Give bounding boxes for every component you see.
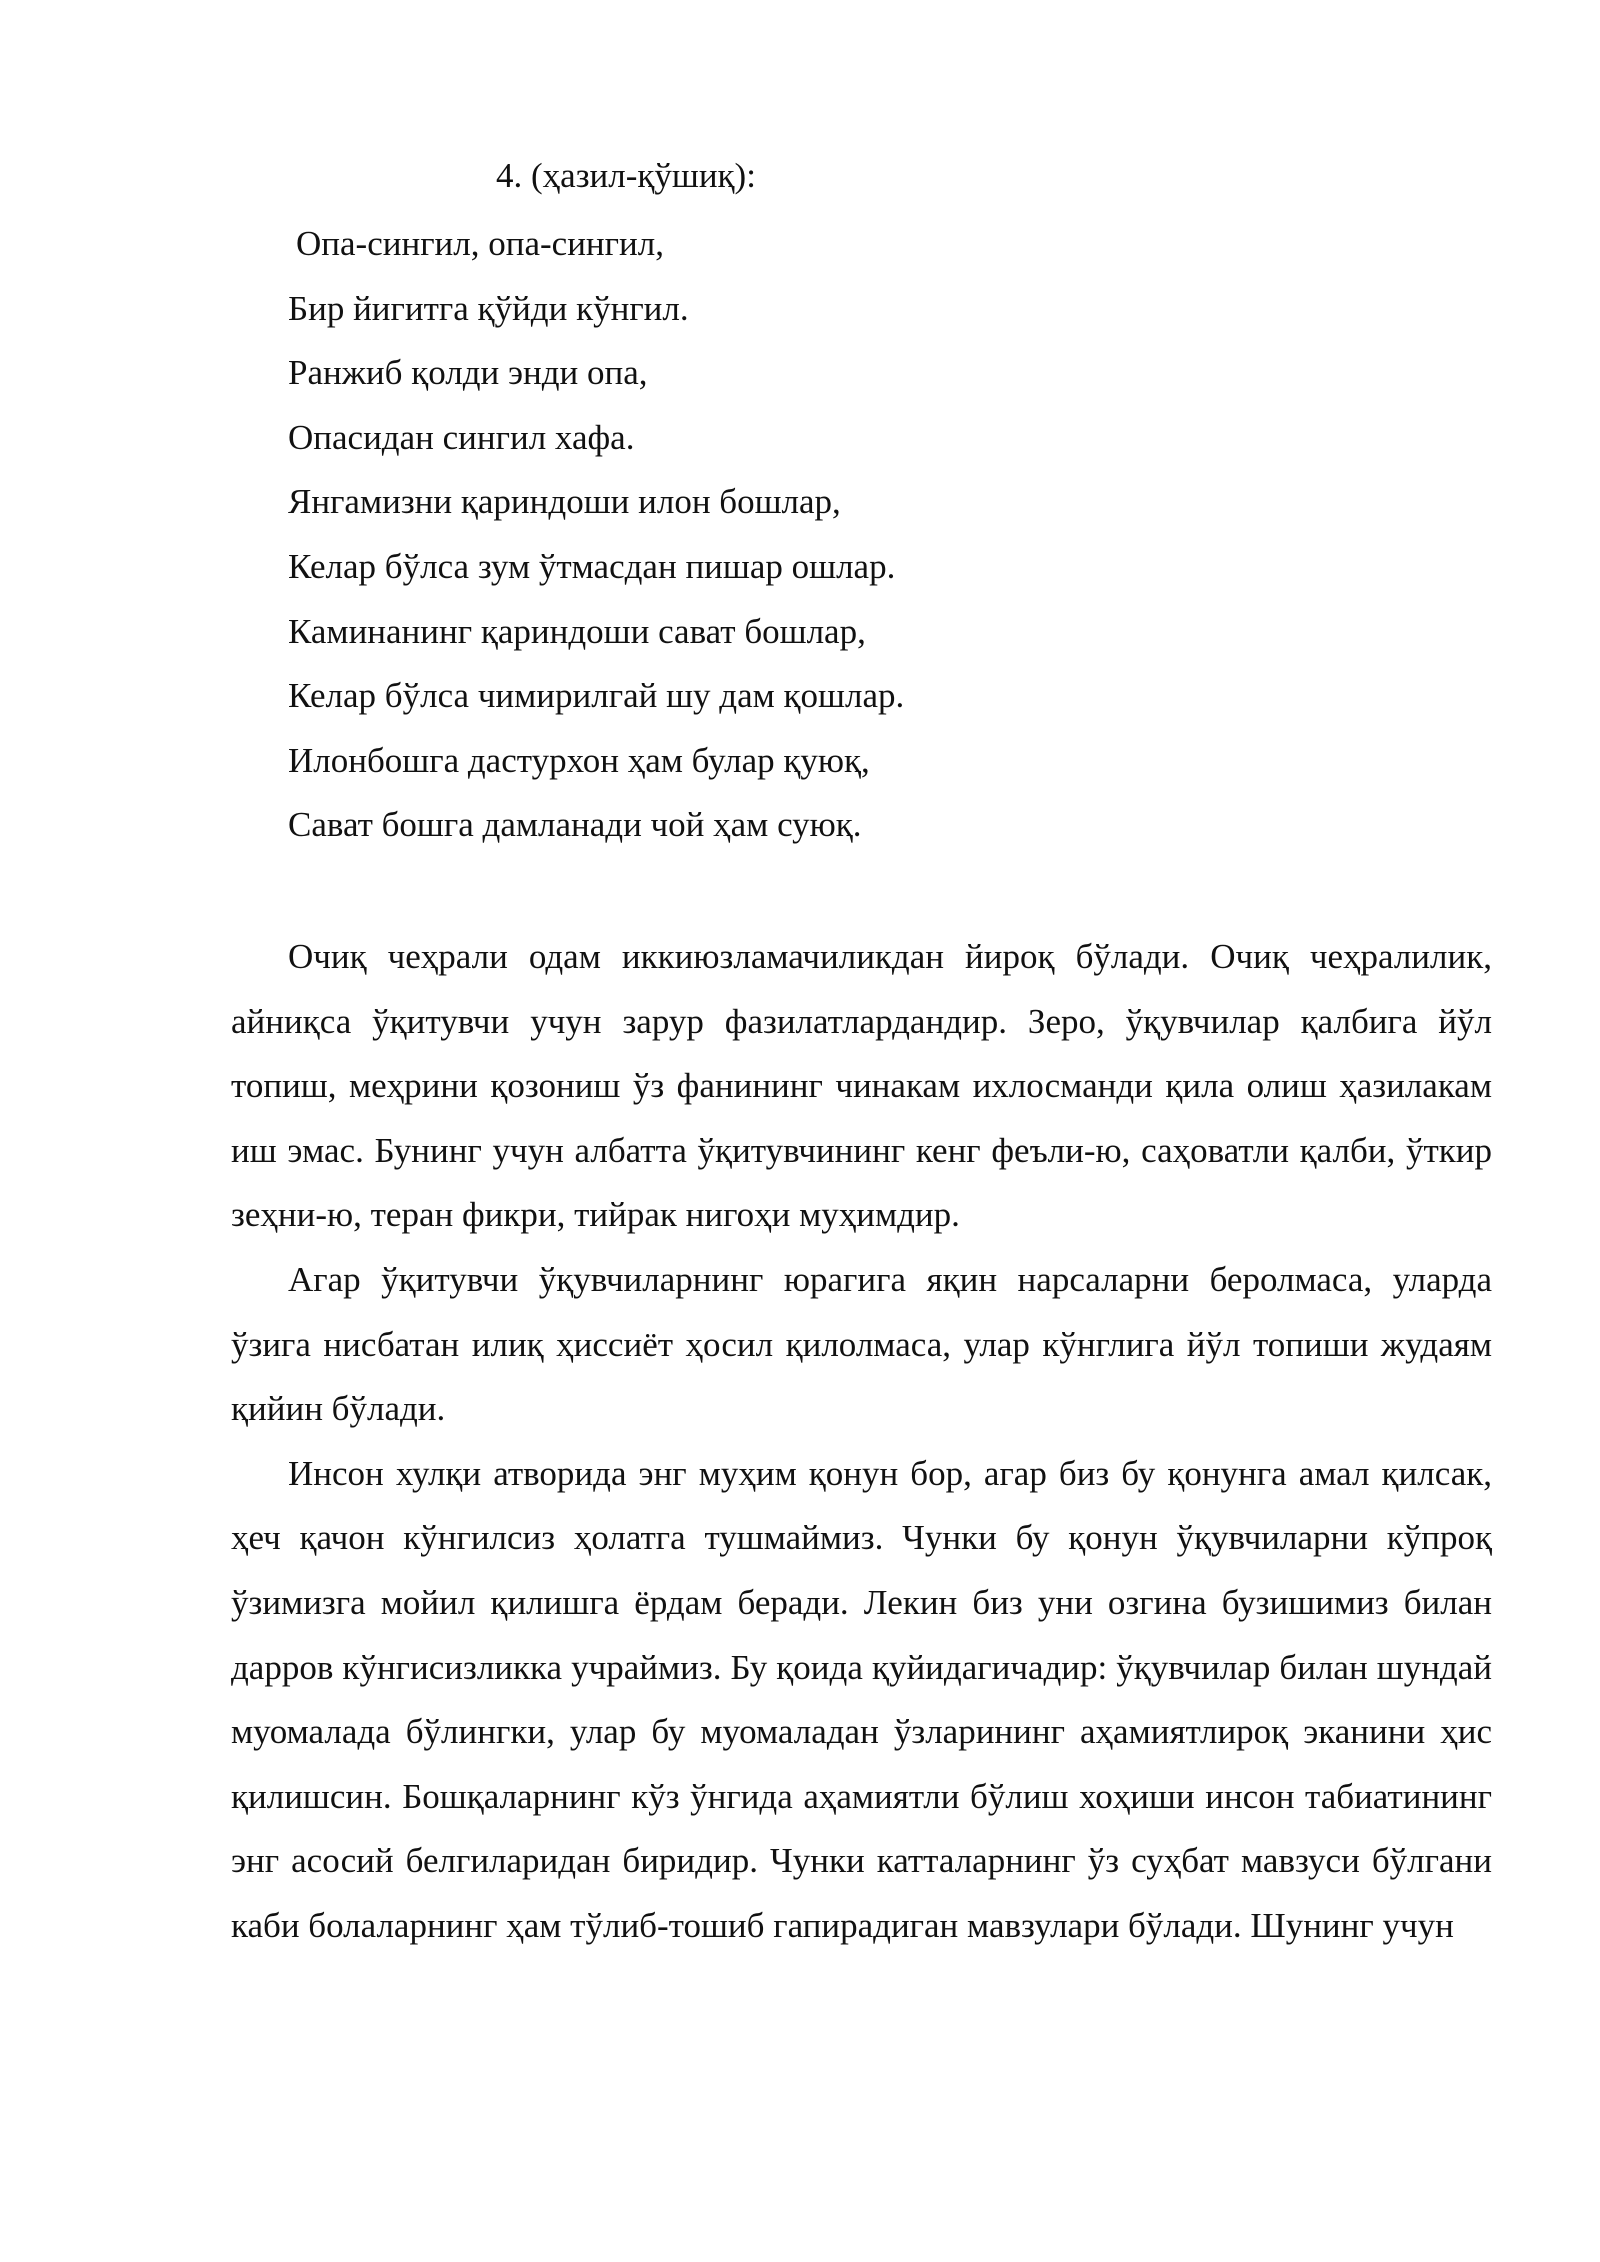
section-heading: 4. (ҳазил-қўшиқ): (496, 156, 756, 195)
paragraph: Агар ўқитувчи ўқувчиларнинг юрагига яқин нарсаларни беролмаса, уларда ўзига нисбатан илиқ ҳиссиёт ҳосил қилолмаса, улар кўнглига йўл топиши жудаям қийин бўлади. (231, 1259, 1492, 1429)
poem-line: Келар бўлса чимирилгай шу дам қошлар. (288, 676, 905, 716)
poem-line: Опасидан сингил хафа. (288, 417, 635, 457)
poem (288, 212, 904, 858)
poem-line: Бир йигитга қўйди кўнгил. (288, 288, 689, 328)
poem-line: Опа-сингил, опа-сингил, (296, 224, 664, 263)
paragraph: Очиқ чеҳрали одам иккиюзламачиликдан йироқ бўлади. Очиқ чеҳралилик, айниқса ўқитувчи учун зарур фазилатлардандир. Зеро, ўқувчилар қалбига йўл топиш, меҳрини қозониш ўз фанининг чинакам ихлосманди қила олиш ҳазилакам иш эмас. Бунинг учун албатта ўқитувчининг кенг феъли-ю, саҳоватли қалби, ўткир зеҳни-ю, теран фикри, тийрак нигоҳи муҳимдир. (231, 937, 1492, 1235)
paragraph: Инсон хулқи атворида энг муҳим қонун бор, агар биз бу қонунга амал қилсак, ҳеч қачон кўнгилсиз ҳолатга тушмаймиз. Чунки бу қонун ўқувчиларни кўпроқ ўзимизга мойил қилишга ёрдам беради. Лекин биз уни озгина бузишимиз билан дарров кўнгисизликка учраймиз. Бу қоида қуйидагичадир: ўқувчилар билан шундай муомалада бўлингки, улар бу муомаладан ўзларининг аҳамиятлироқ эканини ҳис қилишсин. Бошқаларнинг кўз ўнгида аҳамиятли бўлиш хоҳиши инсон табиатининг энг асосий белгиларидан биридир. Чунки катталарнинг ўз суҳбат мавзуси бўлгани каби болаларнинг ҳам тўлиб-тошиб гапирадиган мавзулари бўлади. Шунинг учун (231, 1453, 1492, 1945)
prose-body (231, 925, 1492, 1959)
poem-line: Илонбошга дастурхон ҳам булар қуюқ, (288, 740, 870, 780)
poem-line: Ранжиб қолди энди опа, (288, 353, 648, 393)
poem-line: Каминанинг қариндоши сават бошлар, (288, 611, 866, 651)
poem-line: Келар бўлса зум ўтмасдан пишар ошлар. (288, 546, 896, 586)
poem-line: Янгамизни қариндоши илон бошлар, (288, 482, 841, 522)
poem-line: Сават бошга дамланади чой ҳам суюқ. (288, 805, 862, 845)
